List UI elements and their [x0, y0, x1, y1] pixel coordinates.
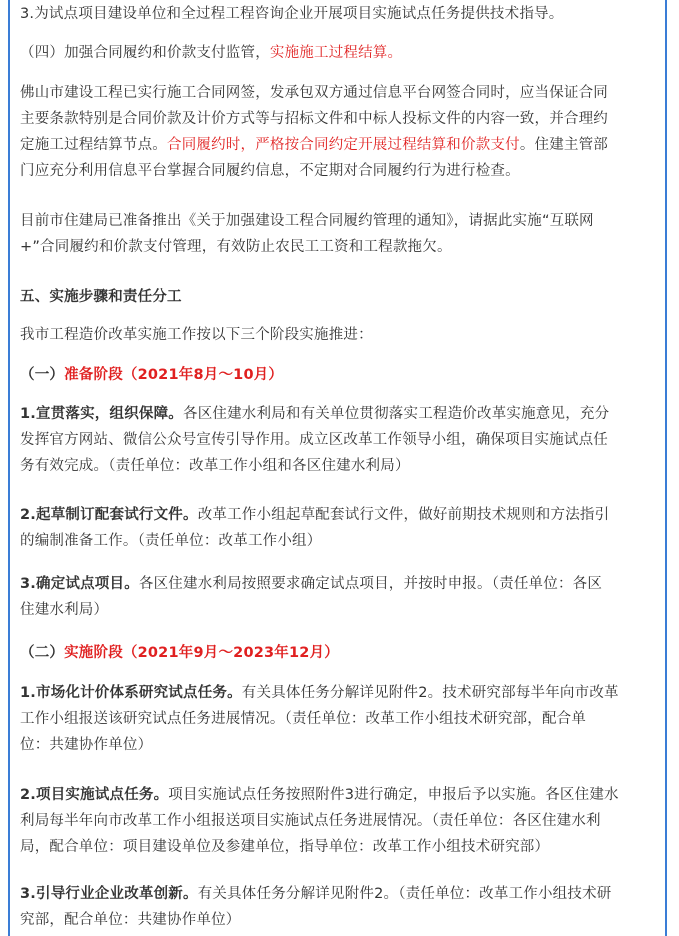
- stage2-item-1: [20, 680, 619, 758]
- text-line: [20, 571, 602, 597]
- text-line: [20, 132, 608, 158]
- text-span: 有关具体任务分解详见附件2。（责任单位：改革工作小组技术研: [197, 886, 612, 902]
- stage2-item-2: [20, 782, 619, 860]
- text-line: 工作小组报送该研究试点任务进展情况。（责任单位：改革工作小组技术研究部，配合单: [20, 711, 587, 727]
- text-span: 。住建主管部: [519, 137, 609, 153]
- stage-heading-1: [20, 362, 283, 388]
- stage1-item-3: [20, 571, 602, 623]
- text-line: 目前市住建局已准备推出《关于加强建设工程合同履约管理的通知》，请据此实施“互联网: [20, 213, 594, 229]
- paragraph-intro: 我市工程造价改革实施工作按以下三个阶段实施推进：: [20, 327, 373, 343]
- item-title: 3.确定试点项目。: [20, 576, 139, 592]
- text-line: 局，配合单位：项目建设单位及参建单位，指导单位：改革工作小组技术研究部）: [20, 839, 550, 855]
- item-title: 1.宣贯落实，组织保障。: [20, 406, 183, 422]
- paragraph-item-3: [20, 1, 563, 27]
- text-span: 改革工作小组起草配套试行文件，做好前期技术规则和方法指引: [197, 507, 610, 523]
- stage-title: 实施阶段（2021年9月～2023年12月）: [64, 645, 339, 661]
- text-line: 住建水利局）: [20, 602, 109, 618]
- item-title: 2.项目实施试点任务。: [20, 787, 169, 803]
- stage-prefix: （一）: [20, 367, 65, 383]
- stage1-item-1: [20, 401, 609, 479]
- stage-heading-2: [20, 640, 339, 666]
- text-line: [20, 680, 619, 706]
- emphasis-span: 合同履约时，严格按合同约定开展过程结算和价款支付: [167, 137, 520, 153]
- paragraph-contract-signing: [20, 80, 608, 184]
- text-span: 项目实施试点任务按照附件3进行确定，申报后予以实施。各区住建水: [168, 787, 619, 803]
- text-line: 门应充分利用信息平台掌握合同履约信息，不定期对合同履约行为进行检查。: [20, 163, 520, 179]
- item-title: 2.起草制订配套试行文件。: [20, 507, 198, 523]
- text-line: 的编制准备工作。（责任单位：改革工作小组）: [20, 533, 322, 549]
- item-title: 1.市场化计价体系研究试点任务。: [20, 685, 242, 701]
- stage-title: 准备阶段（2021年8月～10月）: [64, 367, 284, 383]
- text-line: 佛山市建设工程已实行施工合同网签，发承包双方通过信息平台网签合同时，应当保证合同: [20, 85, 608, 101]
- text-line: 务有效完成。（责任单位：改革工作小组和各区住建水利局）: [20, 458, 410, 474]
- item-title: 3.引导行业企业改革创新。: [20, 886, 198, 902]
- stage2-item-3: [20, 881, 611, 933]
- section-heading-4: [20, 40, 402, 66]
- text-span: 各区住建水利局和有关单位贯彻落实工程造价改革实施意见，充分: [183, 406, 610, 422]
- text-span: 有关具体任务分解详见附件2。技术研究部每半年向市改革: [241, 685, 619, 701]
- text-line: 究部，配合单位：共建协作单位）: [20, 912, 241, 928]
- paragraph-notice: [20, 208, 594, 260]
- heading-emphasis: 实施施工过程结算。: [269, 45, 403, 61]
- text-line: [20, 401, 609, 427]
- text-line: [20, 881, 611, 907]
- stage-prefix: （二）: [20, 645, 65, 661]
- text-line: +”合同履约和价款支付管理，有效防止农民工工资和工程款拖欠。: [20, 239, 452, 255]
- text-line: 利局每半年向市改革工作小组报送项目实施试点任务进展情况。（责任单位：各区住建水利: [20, 813, 601, 829]
- text-line: 位：共建协作单位）: [20, 737, 153, 753]
- text-line: [20, 502, 609, 528]
- text-span: 定施工过程结算节点。: [20, 137, 167, 153]
- paragraph-text: 3.为试点项目建设单位和全过程工程咨询企业开展项目实施试点任务提供技术指导。: [20, 6, 564, 22]
- text-line: [20, 782, 619, 808]
- text-line: 主要条款特别是合同价款及计价方式等与招标文件和中标人投标文件的内容一致，并合理约: [20, 111, 608, 127]
- stage1-item-2: [20, 502, 609, 554]
- section-heading-5: 五、实施步骤和责任分工: [20, 289, 182, 305]
- text-line: 发挥官方网站、微信公众号宣传引导作用。成立区改革工作领导小组，确保项目实施试点任: [20, 432, 608, 448]
- text-span: 各区住建水利局按照要求确定试点项目，并按时申报。（责任单位：各区: [138, 576, 603, 592]
- heading-text: （四）加强合同履约和价款支付监管，: [20, 45, 270, 61]
